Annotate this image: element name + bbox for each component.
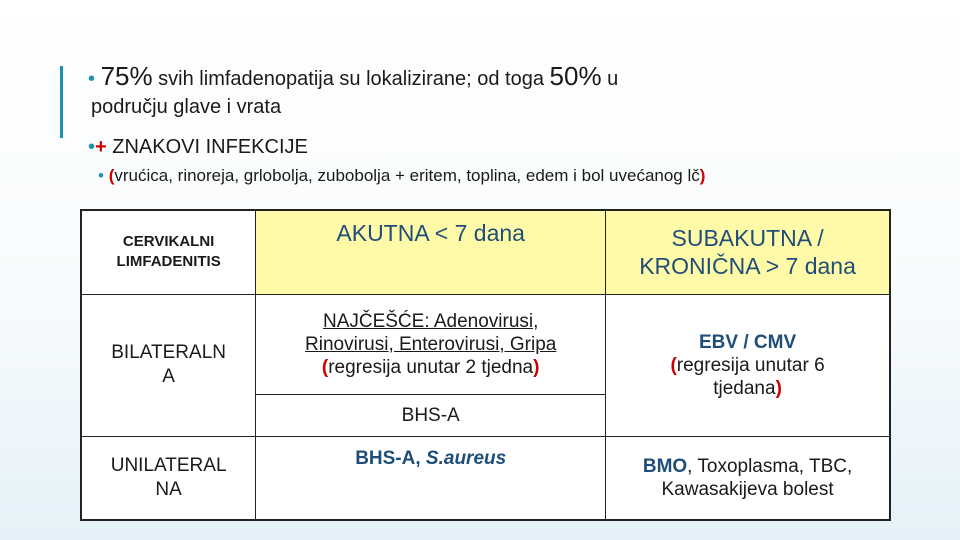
bilateral-label-cell: BILATERALN A xyxy=(81,294,256,436)
percent-75: 75% xyxy=(100,61,153,91)
paren-close: ) xyxy=(699,166,706,185)
accent-bar xyxy=(60,66,63,138)
paren-open: ( xyxy=(108,166,115,185)
header-label-cell: CERVIKALNI LIMFADENITIS xyxy=(81,210,256,294)
header-subacute-cell: SUBAKUTNA / KRONIČNA > 7 dana xyxy=(606,210,890,294)
bullet-infection-signs xyxy=(88,136,308,159)
percent-50: 50% xyxy=(549,61,602,91)
unilateral-label-cell: UNILATERAL NA xyxy=(81,436,256,520)
bilateral-row xyxy=(81,294,890,394)
unilateral-acute-cell: BHS-A, S.aureus xyxy=(256,436,606,520)
localization-line2: području glave i vrata xyxy=(91,96,282,118)
localization-text: svih limfadenopatija su lokalizirane; od toga xyxy=(152,68,550,90)
unilateral-subacute-cell: BMO, Toxoplasma, TBC, Kawasakijeva bolest xyxy=(606,436,890,520)
bullet-marker: • xyxy=(88,68,96,90)
bilateral-subacute-cell: EBV / CMV (regresija unutar 6 tjedana) xyxy=(606,294,890,436)
bullet-marker: • xyxy=(88,136,96,158)
table-header-row xyxy=(81,210,890,294)
bilateral-acute-cell: NAJČEŠĆE: Adenovirusi, Rinovirusi, Enterovirusi, Gripa (regresija unutar 2 tjedna) xyxy=(256,294,606,394)
localization-text-end: u xyxy=(601,68,619,90)
header-acute-cell: AKUTNA < 7 dana xyxy=(256,210,606,294)
infection-signs-title: ZNAKOVI INFEKCIJE xyxy=(106,136,308,158)
bullet-localization xyxy=(88,62,948,121)
bullet-marker: • xyxy=(98,166,104,185)
symptoms-text: vrućica, rinoreja, grlobolja, zubobolja + eritem, toplina, edem i bol uvećanog lč xyxy=(114,166,700,185)
bilateral-bhs-cell: BHS-A xyxy=(256,394,606,436)
unilateral-row xyxy=(81,436,890,520)
bullet-symptoms xyxy=(98,166,705,186)
lymphadenitis-table xyxy=(80,209,891,521)
plus-sign: + xyxy=(95,136,107,158)
